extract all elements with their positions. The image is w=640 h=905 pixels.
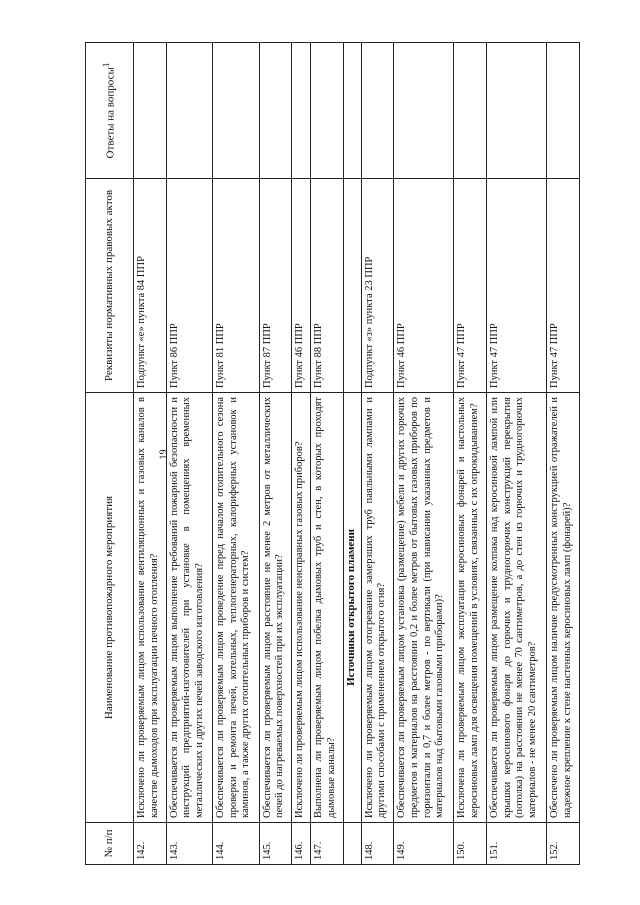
row-measure: Обеспечивается ли проверяемым лицом выполнение требований пожарной безопасности и инструкций предприятий-изготовителей при установке в помещениях временных металлических и других печей заводского изготовления? (166, 393, 212, 823)
row-measure: Обеспечивается ли проверяемым лицом расстояние не менее 2 метров от металлических печей до нагреваемых поверхностей при их эксплуатации? (259, 393, 292, 823)
row-measure: Обеспечивается ли проверяемым лицом размещение колпака над керосиновой лампой или крышки керосинового фонаря до горючих и трудногорючих конструкций перекрытия (потолка) на расстоянии не менее 70 сантиметров, а до стен из горючих и трудногорючих материалов - не менее 20 сантиметров? (487, 393, 547, 823)
row-requisites: Подпункт «з» пункта 23 ППР (361, 179, 394, 393)
header-answers (86, 43, 134, 179)
row-number: 149. (394, 823, 454, 865)
row-number: 144. (213, 823, 259, 865)
row-requisites: Подпункт «е» пункта 84 ППР (134, 179, 167, 393)
table-sheet (85, 43, 580, 865)
table-row (361, 43, 394, 865)
row-requisites: Пункт 47 ППР (547, 179, 580, 393)
checklist-table (85, 42, 580, 865)
row-requisites: Пункт 87 ППР (259, 179, 292, 393)
table-row (213, 43, 259, 865)
row-requisites: Пункт 46 ППР (394, 179, 454, 393)
table-row (454, 43, 487, 865)
row-answer[interactable] (134, 43, 167, 179)
row-answer[interactable] (259, 43, 292, 179)
row-measure: Исключено ли проверяемым лицом отогревание замерзших труб паяльными лампами и другими способами с применением открытого огня? (361, 393, 394, 823)
section-spacer (344, 179, 362, 393)
section-spacer (344, 43, 362, 179)
row-number: 150. (454, 823, 487, 865)
table-header-row (86, 43, 134, 865)
row-answer[interactable] (394, 43, 454, 179)
table-row (487, 43, 547, 865)
row-number: 143. (166, 823, 212, 865)
row-number: 148. (361, 823, 394, 865)
row-measure: Обеспечивается ли проверяемым лицом установка (размещение) мебели и других горючих предметов и материалов на расстоянии 0,2 и более метров от бытовых газовых приборов по горизонтали и 0,7 и более метров - по вертикали (при нависании указанных предметов и материалов над бытовыми газовыми приборами)? (394, 393, 454, 823)
row-requisites: Пункт 47 ППР (487, 179, 547, 393)
row-answer[interactable] (454, 43, 487, 179)
row-number: 152. (547, 823, 580, 865)
header-requisites: Реквизиты нормативных правовых актов (86, 179, 134, 393)
row-answer[interactable] (547, 43, 580, 179)
row-measure: Исключена ли проверяемым лицом эксплуатация керосиновых фонарей и настольных керосиновых ламп для освещения помещений в условиях, связанных с их опрокидыванием? (454, 393, 487, 823)
section-row (344, 43, 362, 865)
row-number: 147. (311, 823, 344, 865)
row-measure: Исключено ли проверяемым лицом использование вентиляционных и газовых каналов в качестве дымоходов при эксплуатации печного отопления? (134, 393, 167, 823)
table-row (134, 43, 167, 865)
table-row (292, 43, 311, 865)
header-num: № п/п (86, 823, 134, 865)
header-answers-footnote: 1 (101, 62, 112, 68)
row-number: 145. (259, 823, 292, 865)
row-answer[interactable] (166, 43, 212, 179)
row-answer[interactable] (361, 43, 394, 179)
row-requisites: Пункт 47 ППР (454, 179, 487, 393)
section-spacer (344, 823, 362, 865)
table-row (259, 43, 292, 865)
row-answer[interactable] (213, 43, 259, 179)
row-answer[interactable] (487, 43, 547, 179)
rotated-table-area (85, 43, 580, 865)
row-answer[interactable] (311, 43, 344, 179)
row-requisites: Пункт 86 ППР (166, 179, 212, 393)
row-answer[interactable] (292, 43, 311, 179)
table-row (547, 43, 580, 865)
table-row (394, 43, 454, 865)
table-row (311, 43, 344, 865)
row-number: 151. (487, 823, 547, 865)
row-requisites: Пункт 46 ППР (292, 179, 311, 393)
page-number: 19 (158, 449, 170, 460)
row-measure: Обеспечено ли проверяемым лицом наличие предусмотренных конструкцией отражателей и надежное крепление к стене настенных керосиновых ламп (фонарей)? (547, 393, 580, 823)
row-number: 142. (134, 823, 167, 865)
table-row (166, 43, 212, 865)
row-measure: Исключено ли проверяемым лицом использование неисправных газовых приборов? (292, 393, 311, 823)
header-answers-text: Ответы на вопросы (104, 67, 117, 159)
row-measure: Выполнена ли проверяемым лицом побелка дымовых труб и стен, в которых проходят дымовые каналы? (311, 393, 344, 823)
header-name: Наименование противопожарного мероприятия (86, 393, 134, 823)
row-requisites: Пункт 88 ППР (311, 179, 344, 393)
row-requisites: Пункт 81 ППР (213, 179, 259, 393)
row-number: 146. (292, 823, 311, 865)
section-title: Источники открытого пламени (344, 393, 362, 823)
row-measure: Обеспечивается ли проверяемым лицом проведение перед началом отопительного сезона проверки и ремонта печей, котельных, теплогенераторных, калориферных установок и каминов, а также других отопительных приборов и систем? (213, 393, 259, 823)
